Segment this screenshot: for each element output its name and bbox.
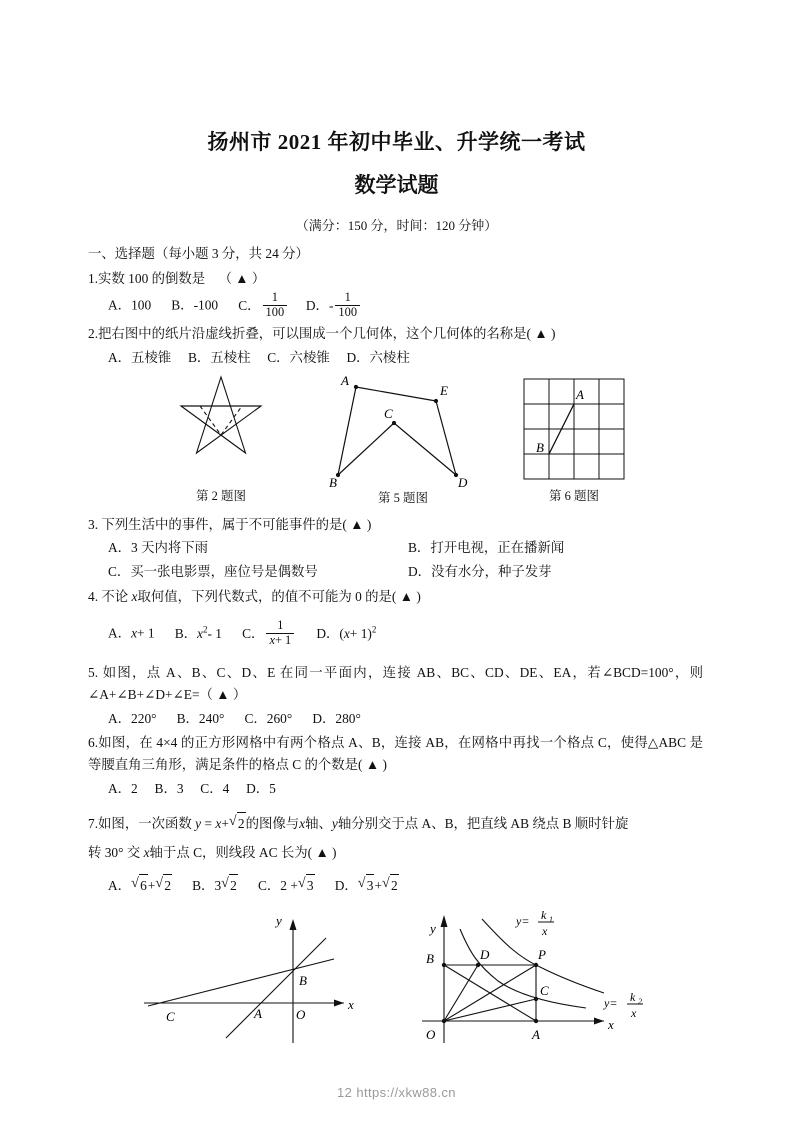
figure-7-left-label-x: x xyxy=(348,996,354,1012)
q1-option-a[interactable]: A．100 xyxy=(108,297,152,313)
question-6 xyxy=(88,732,703,799)
question-7 xyxy=(88,812,703,896)
q5-option-d[interactable]: D．280° xyxy=(312,710,361,726)
page-footer: 12 https://xkw88.cn xyxy=(337,1085,456,1100)
section-heading: 一、选择题（每小题 3 分，共 24 分） xyxy=(88,246,309,261)
svg-text:y=: y= xyxy=(604,995,618,1010)
grid-4x4-svg xyxy=(518,373,630,485)
q5-text: 如图，点 A、B、C、D、E 在同一平面内，连接 AB、BC、CD、DE、EA，若∠BCD=100°，则∠A+∠B+∠D+∠E=（ ▲ ） xyxy=(88,665,703,702)
question-4-options xyxy=(88,619,703,648)
svg-text:x: x xyxy=(542,923,548,938)
figure-5-label-A: A xyxy=(341,372,349,388)
figure-7-right-label-P: P xyxy=(538,946,546,962)
figure-7-right-curve1-label xyxy=(515,908,554,938)
figure-7-right-label-A: A xyxy=(532,1026,540,1042)
q3-option-a[interactable]: A．3 天内将下雨 xyxy=(108,540,209,556)
figure-question-7-right xyxy=(408,903,673,1048)
q3-option-d[interactable]: D．没有水分，种子发芽 xyxy=(408,564,552,579)
figure-question-6-caption: 第 6 题图 xyxy=(548,488,599,503)
figure-7-right-label-y: y xyxy=(430,920,436,936)
q6-text: 如图，在 4×4 的正方形网格中有两个格点 A、B，连接 AB，在网格中再找一个格点 C，使得△ABC 是等腰直角三角形，满足条件的格点 C 的个数是( ▲ ) xyxy=(88,735,703,772)
pentagram-svg xyxy=(156,373,286,485)
question-3-options xyxy=(88,537,703,559)
figure-row-bottom xyxy=(88,903,703,1053)
hyperbola-svg xyxy=(408,903,673,1048)
page-subtitle: 数学试题 xyxy=(354,173,439,197)
figure-6-label-A: A xyxy=(576,386,584,402)
figure-question-2 xyxy=(156,373,286,506)
q4-option-b[interactable]: B．$x^2-$ 1 xyxy=(174,624,223,641)
q1-number: 1. xyxy=(88,270,99,286)
question-3-stem xyxy=(88,514,703,536)
q4-option-c[interactable]: C． $\frac{1}{x+ 1}$ xyxy=(242,626,296,641)
q1-option-d-fraction: $\frac{1}{100}$ xyxy=(335,291,360,320)
figure-7-right-label-C: C xyxy=(540,982,549,998)
q2-option-d[interactable]: D．六棱柱 xyxy=(346,349,410,365)
question-4-stem: 4. 不论 x取何值，下列代数式，的值不可能为 0 的是( ▲ ) xyxy=(88,588,421,604)
figure-7-left-label-B: B xyxy=(299,972,307,988)
question-6-stem xyxy=(88,732,703,775)
page-title: 扬州市 2021 年初中毕业、升学统一考试 xyxy=(207,130,586,154)
q3-number: 3. xyxy=(88,516,99,532)
q7-option-d[interactable]: D． √ 3+ √ 2 xyxy=(335,878,399,893)
figure-question-7-left xyxy=(138,903,368,1048)
figure-7-left-label-C: C xyxy=(166,1008,175,1024)
q6-option-a[interactable]: A．2 xyxy=(108,780,138,796)
figure-5-label-B: B xyxy=(329,474,337,490)
q6-option-c[interactable]: C．4 xyxy=(200,780,230,796)
figure-7-left-label-A: A xyxy=(254,1005,262,1021)
q2-option-c[interactable]: C．六棱锥 xyxy=(267,349,330,365)
question-2-stem xyxy=(88,323,703,345)
q1-option-b[interactable]: B．-100 xyxy=(171,297,219,313)
q2-option-b[interactable]: B．五棱柱 xyxy=(187,349,251,365)
question-2-options xyxy=(88,347,703,369)
figure-7-right-label-D: D xyxy=(480,946,490,962)
figure-7-right-curve2-label xyxy=(603,990,643,1020)
question-1 xyxy=(88,268,703,320)
figure-7-left-label-O: O xyxy=(296,1006,306,1022)
svg-text:2: 2 xyxy=(638,996,642,1006)
question-5-stem xyxy=(88,662,703,705)
figure-5-label-E: E xyxy=(440,382,448,398)
q2-text: 把右图中的纸片沿虚线折叠，可以围成一个几何体，这个几何体的名称是( ▲ ) xyxy=(98,326,556,342)
q1-option-c[interactable]: C． $\frac{1}{100}$ xyxy=(238,298,289,313)
q6-option-d[interactable]: D．5 xyxy=(246,780,276,796)
figure-question-2-caption: 第 2 题图 xyxy=(195,488,246,503)
q1-option-c-fraction: $\frac{1}{100}$ xyxy=(263,291,288,320)
question-1-stem xyxy=(88,268,703,290)
question-5-options xyxy=(88,708,703,730)
q1-text: 实数 100 的倒数是 xyxy=(98,270,206,286)
figure-row-top xyxy=(88,373,703,511)
question-2 xyxy=(88,323,703,368)
q3-text: 下列生活中的事件，属于不可能事件的是( ▲ ) xyxy=(101,516,372,532)
q7-option-c[interactable]: C．2 + √ 3 xyxy=(258,878,315,893)
svg-text:k: k xyxy=(630,989,636,1004)
q5-option-b[interactable]: B．240° xyxy=(176,710,225,726)
q4-option-c-fraction: $\frac{1}{x+ 1}$ xyxy=(266,619,294,648)
question-7-stem-line2: 转 30° 交 x轴于点 C，则线段 AC 长为( ▲ ) xyxy=(88,845,337,861)
q5-number: 5. xyxy=(88,665,99,681)
figure-7-right-label-O: O xyxy=(426,1026,436,1042)
q4-option-d[interactable]: D．$(x+ 1)^2$ xyxy=(316,624,377,641)
svg-text:x: x xyxy=(631,1005,637,1020)
question-1-options xyxy=(88,291,703,320)
q7-option-b[interactable]: B．3 √ 2 xyxy=(192,878,238,893)
figure-question-6 xyxy=(518,373,630,506)
q7-number: 7. xyxy=(88,816,99,832)
exam-content xyxy=(0,243,793,1053)
exam-meta: （满分：150 分，时间：120 分钟） xyxy=(295,218,498,233)
svg-text:1: 1 xyxy=(549,914,553,924)
question-6-options xyxy=(88,778,703,800)
question-5 xyxy=(88,662,703,729)
q2-number: 2. xyxy=(88,326,99,342)
figure-5-label-C: C xyxy=(384,405,393,421)
question-7-stem: 7.如图，一次函数 y = x+ √ 2的图像与x轴、y轴分别交于点 A、B，把直线 AB 绕点 B 顺时针旋 xyxy=(88,812,703,835)
q7-option-a[interactable]: A． √ 6+ √ 2 xyxy=(108,878,172,893)
figure-5-label-D: D xyxy=(458,474,468,490)
q4-option-a[interactable]: A．x+ 1 xyxy=(108,625,155,641)
q7-stem-radical: √ 2 xyxy=(229,812,246,835)
figure-question-5-caption: 第 5 题图 xyxy=(377,490,428,505)
q1-option-d[interactable]: D．- $\frac{1}{100}$ xyxy=(306,298,362,313)
question-3 xyxy=(88,514,703,583)
q4-number: 4. xyxy=(88,588,99,604)
question-7-options xyxy=(88,874,703,897)
q3-option-c[interactable]: C．买一张电影票，座位号是偶数号 xyxy=(108,564,318,579)
q6-number: 6. xyxy=(88,735,99,751)
q6-option-b[interactable]: B．3 xyxy=(154,780,184,796)
figure-7-right-label-B: B xyxy=(426,950,434,966)
q5-option-c[interactable]: C．260° xyxy=(244,710,293,726)
figure-6-label-B: B xyxy=(536,439,544,455)
polygon-abcde-svg xyxy=(328,372,478,490)
q5-option-a[interactable]: A．220° xyxy=(108,710,157,726)
question-4 xyxy=(88,586,703,648)
q2-option-a[interactable]: A．五棱锥 xyxy=(108,349,172,365)
svg-text:y=: y= xyxy=(516,913,530,928)
figure-7-right-label-x: x xyxy=(608,1016,614,1032)
linear-functions-svg xyxy=(138,903,368,1048)
figure-7-left-label-y: y xyxy=(276,912,282,928)
title-block xyxy=(0,0,793,234)
figure-question-5 xyxy=(328,373,478,508)
svg-text:k: k xyxy=(541,907,547,922)
q1-marker: （ ▲ ） xyxy=(218,270,266,286)
q3-option-b[interactable]: B．打开电视，正在播新闻 xyxy=(408,540,565,556)
question-3-options-2 xyxy=(88,561,703,583)
